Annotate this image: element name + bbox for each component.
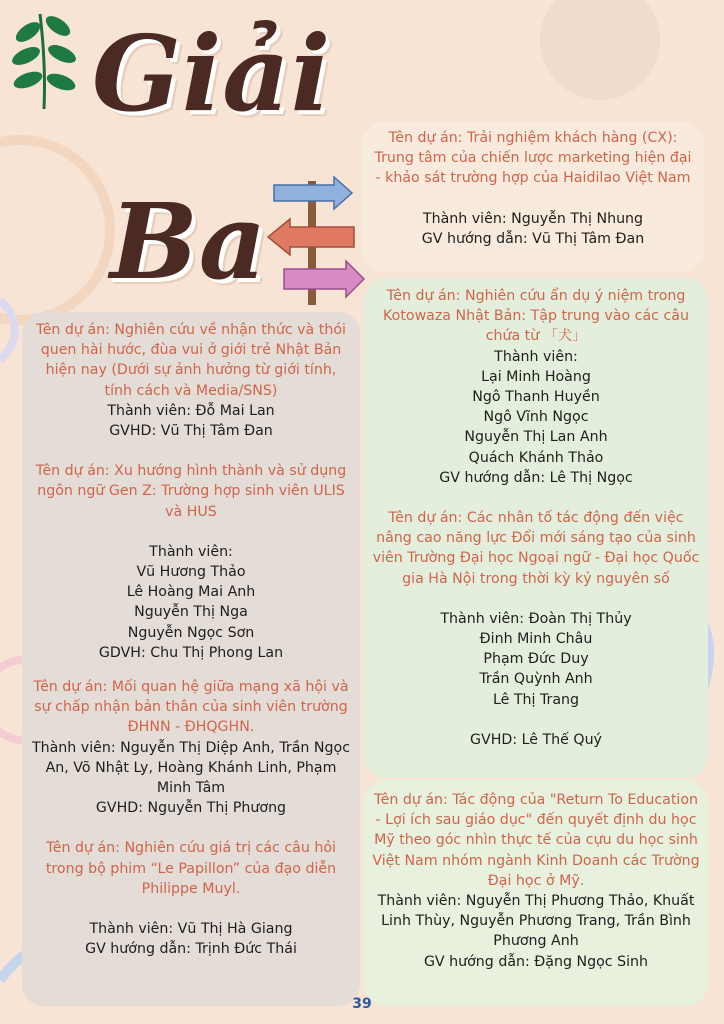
project-title: Tên dự án: Xu hướng hình thành và sử dụng ngôn ngữ Gen Z: Trường hợp sinh viên ULIS và HUS xyxy=(35,463,347,520)
card-right-projects xyxy=(364,278,708,778)
title-line-2: Ba xyxy=(110,180,268,303)
signpost-icon xyxy=(262,175,366,307)
card-return-to-education xyxy=(364,780,708,1006)
project-member: Quách Khánh Thảo xyxy=(468,449,604,466)
project-member: Ngô Thanh Huyền xyxy=(472,389,600,406)
project-member: Trần Quỳnh Anh xyxy=(479,671,593,688)
project-member: Nguyễn Thị Nga xyxy=(134,604,248,621)
project-member: Ngô Vĩnh Ngọc xyxy=(483,409,589,426)
project-title: Tên dự án: Các nhân tố tác động đến việc nâng cao năng lực Đổi mới sáng tạo của sinh viên Trường Đại học Ngoại ngữ - Đại học Quốc gia Hà Nội trong thời kỳ kỷ nguyên số xyxy=(372,510,700,587)
project-advisor: GV hướng dẫn: Lê Thị Ngọc xyxy=(439,469,633,486)
project-members-label: Thành viên: xyxy=(149,543,233,560)
project-member: Nguyễn Ngọc Sơn xyxy=(127,624,255,641)
project-advisor: GVHD: Vũ Thị Tâm Đan xyxy=(109,423,273,440)
project-title: Tên dự án: Trải nghiệm khách hàng (CX): Trung tâm của chiến lược marketing hiện đại - khảo sát trường hợp của Haidilao Việt Nam xyxy=(374,130,692,187)
project-advisor: GVHD: Lê Thế Quý xyxy=(470,731,602,748)
project-member: Lê Thị Trang xyxy=(492,691,580,708)
project-member: Lại Minh Hoàng xyxy=(481,368,591,385)
project-advisor: GDVH: Chu Thị Phong Lan xyxy=(98,644,284,661)
project-member: Vũ Hương Thảo xyxy=(136,564,246,581)
project-member: Thành viên: Đoàn Thị Thủy xyxy=(440,610,632,627)
project-member: Phạm Đức Duy xyxy=(483,651,589,668)
project-title: Tên dự án: Tác động của "Return To Education - Lợi ích sau giáo dục" đến quyết định du học Mỹ theo góc nhìn thực tế của cựu du học sinh Việt Nam nhóm ngành Kinh Doanh các Trường Đại học ở Mỹ. xyxy=(372,792,700,889)
project-advisor: GV hướng dẫn: Vũ Thị Tâm Đan xyxy=(421,230,645,247)
project-member: Đinh Minh Châu xyxy=(479,631,593,648)
card-left-projects xyxy=(22,312,360,1006)
page-number: 39 xyxy=(352,996,372,1012)
project-members: Thành viên: Vũ Thị Hà Giang xyxy=(89,921,293,938)
project-advisor: GVHD: Nguyễn Thị Phương xyxy=(95,800,287,817)
project-members: Thành viên: Nguyễn Thị Phương Thảo, Khuất Linh Thùy, Nguyễn Phương Trang, Trần Bình Phương Anh xyxy=(377,893,695,950)
project-members: Thành viên: Đỗ Mai Lan xyxy=(107,402,275,419)
project-members: Thành viên: Nguyễn Thị Diệp Anh, Trần Ngọc An, Võ Nhật Ly, Hoàng Khánh Linh, Phạm Minh Tâm xyxy=(31,739,351,797)
leaf-branch-icon xyxy=(6,4,86,114)
project-title: Tên dự án: Nghiên cứu giá trị các câu hỏi trong bộ phim “Le Papillon” của đạo diễn Philippe Muyl. xyxy=(45,840,337,897)
project-members: Thành viên: Nguyễn Thị Nhung xyxy=(422,210,644,227)
title-line-1: Giải xyxy=(92,12,332,135)
project-title: Tên dự án: Nghiên cứu ẩn dụ ý niệm trong Kotowaza Nhật Bản: Tập trung vào các câu chứa từ 「犬」 xyxy=(383,288,689,345)
project-title: Tên dự án: Mối quan hệ giữa mạng xã hội và sự chấp nhận bản thân của sinh viên trường ĐHNN - ĐHQGHN. xyxy=(33,679,349,736)
project-title: Tên dự án: Nghiên cứu về nhận thức và thói quen hài hước, đùa vui ở giới trẻ Nhật Bản hiện nay (Dưới sự ảnh hưởng từ giới tính, tính cách và Media/SNS) xyxy=(36,322,346,399)
card-cx-project xyxy=(362,122,704,272)
project-member: Lê Hoàng Mai Anh xyxy=(126,584,256,601)
project-advisor: GV hướng dẫn: Trịnh Đức Thái xyxy=(85,941,297,958)
project-advisor: GV hướng dẫn: Đặng Ngọc Sinh xyxy=(423,953,649,970)
project-member: Nguyễn Thị Lan Anh xyxy=(464,429,608,446)
project-members-label: Thành viên: xyxy=(494,348,578,365)
